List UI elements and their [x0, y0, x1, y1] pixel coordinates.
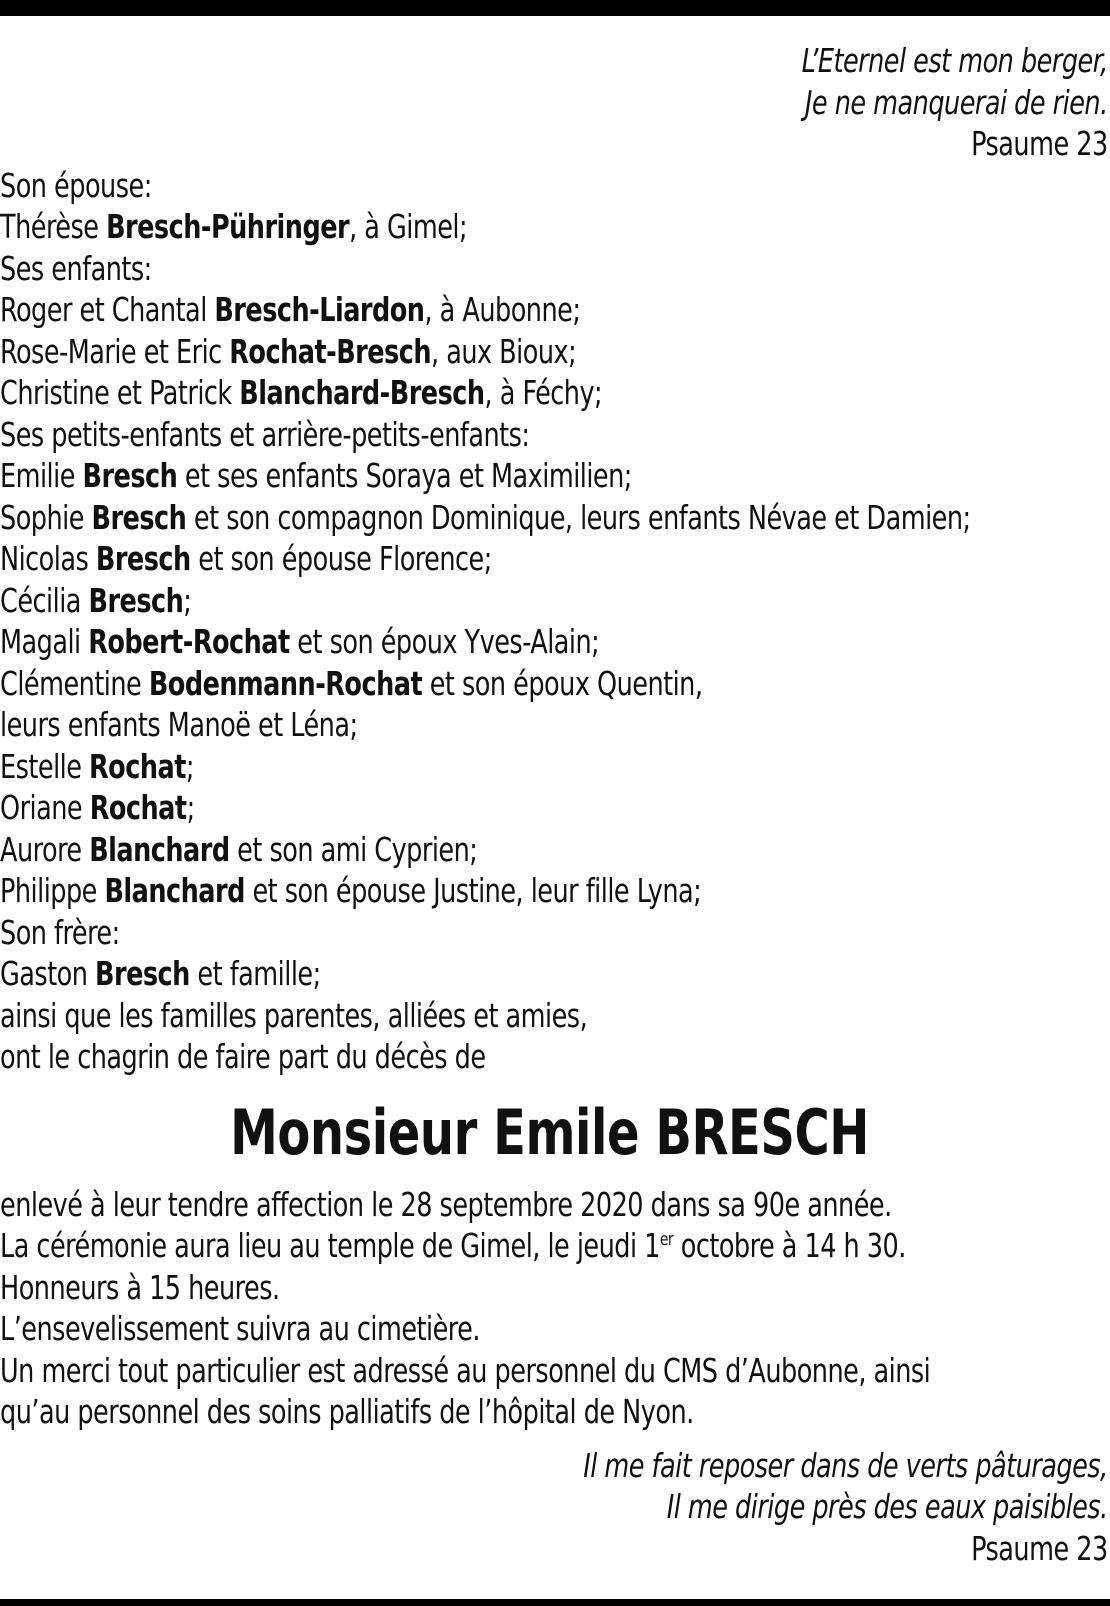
family-line: Cécilia Bresch;	[0, 580, 192, 620]
epigraph-bottom-reference: Psaume 23	[971, 1528, 1108, 1568]
family-line: Son frère:	[0, 912, 120, 952]
epigraph-bottom-line-1: Il me fait reposer dans de verts pâturages,	[583, 1445, 1108, 1485]
bottom-rule	[0, 1599, 1110, 1606]
family-line: Nicolas Bresch et son épouse Florence;	[0, 539, 492, 578]
ceremony-details	[0, 1184, 1108, 1433]
family-line: ont le chagrin de faire part du décès de	[0, 1037, 486, 1076]
family-line: Sophie Bresch et son compagnon Dominique, leurs enfants Névae et Damien;	[0, 497, 971, 537]
family-line: Rose-Marie et Eric Rochat-Bresch, aux Bioux;	[0, 331, 577, 371]
family-line: Gaston Bresch et famille;	[0, 954, 321, 993]
details-line: enlevé à leur tendre affection le 28 septembre 2020 dans sa 90e année.	[0, 1184, 892, 1224]
deceased-name: Monsieur Emile BRESCH	[230, 1095, 869, 1169]
family-line: Aurore Blanchard et son ami Cyprien;	[0, 829, 478, 869]
family-line: Philippe Blanchard et son épouse Justine, leur fille Lyna;	[0, 871, 702, 910]
family-line: Clémentine Bodenmann-Rochat et son époux Quentin,	[0, 663, 703, 703]
details-line: qu’au personnel des soins palliatifs de l’hôpital de Nyon.	[0, 1392, 694, 1431]
top-rule	[0, 0, 1110, 16]
family-list	[0, 165, 1108, 1078]
details-line-ceremony: La cérémonie aura lieu au temple de Gimel, le jeudi 1er octobre à 14 h 30.	[0, 1226, 906, 1265]
epigraph-top	[0, 40, 1108, 165]
epigraph-top-line-1: L’Eternel est mon berger,	[801, 41, 1108, 80]
family-line: Magali Robert-Rochat et son époux Yves-Alain;	[0, 622, 600, 661]
details-line: Honneurs à 15 heures.	[0, 1267, 280, 1307]
family-line: Son épouse:	[0, 165, 152, 205]
family-line: Thérèse Bresch-Pühringer, à Gimel;	[0, 207, 468, 246]
details-line: L’ensevelissement suivra au cimetière.	[0, 1309, 480, 1348]
details-line: Un merci tout particulier est adressé au personnel du CMS d’Aubonne, ainsi	[0, 1350, 931, 1390]
obituary-notice	[0, 40, 1108, 1569]
epigraph-bottom	[0, 1445, 1108, 1570]
family-line: leurs enfants Manoë et Léna;	[0, 705, 358, 744]
epigraph-top-reference: Psaume 23	[971, 124, 1108, 163]
family-line: Ses enfants:	[0, 248, 152, 288]
epigraph-top-line-2: Je ne manquerai de rien.	[804, 82, 1108, 122]
family-line: ainsi que les familles parentes, alliées et amies,	[0, 995, 588, 1035]
family-line: Christine et Patrick Blanchard-Bresch, à Féchy;	[0, 373, 603, 412]
family-line: Ses petits-enfants et arrière-petits-enfants:	[0, 414, 530, 454]
family-line: Roger et Chantal Bresch-Liardon, à Aubonne;	[0, 290, 581, 329]
family-line: Oriane Rochat;	[0, 788, 195, 827]
family-line: Emilie Bresch et ses enfants Soraya et Maximilien;	[0, 456, 632, 495]
family-line: Estelle Rochat;	[0, 746, 195, 786]
epigraph-bottom-line-2: Il me dirige près des eaux paisibles.	[666, 1487, 1108, 1526]
